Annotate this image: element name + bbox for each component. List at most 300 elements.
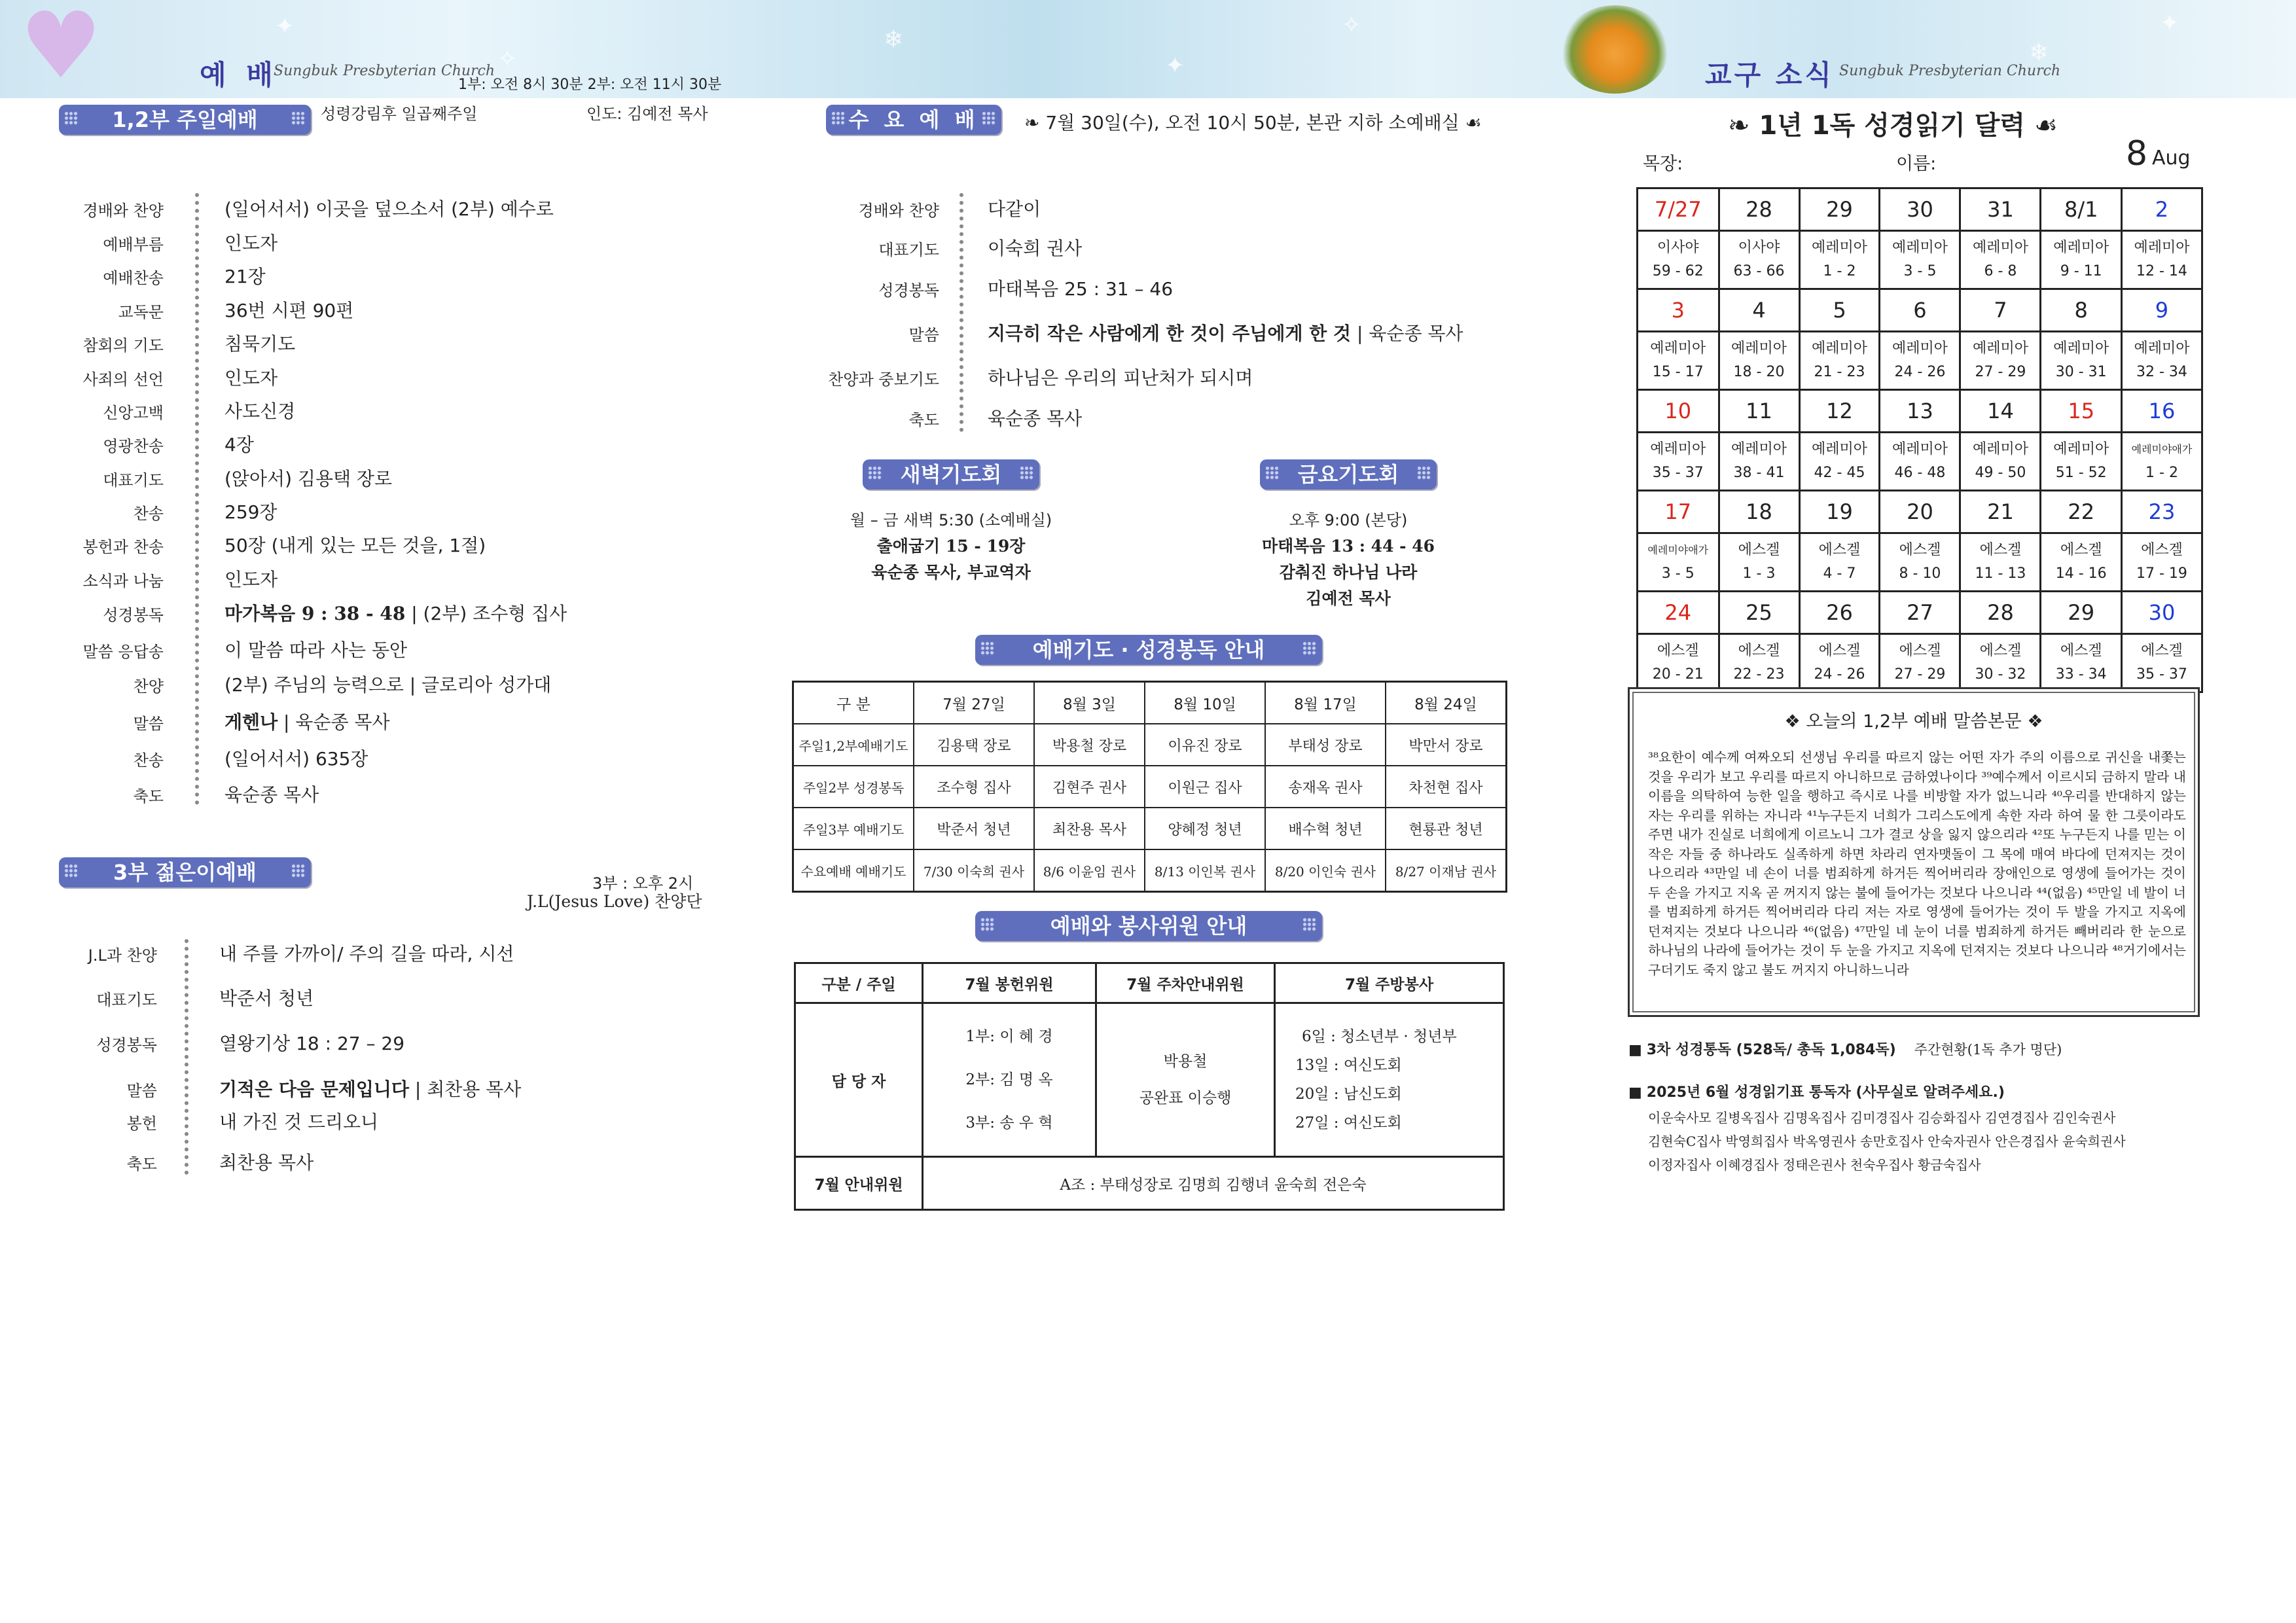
schedule-cell: 8/20 이인숙 권사: [1265, 849, 1386, 892]
schedule-header-row: [793, 682, 1507, 724]
sunday-label: 성경봉독: [103, 606, 164, 624]
schedule-row: [793, 766, 1507, 808]
reading-book: 예레미아: [2053, 340, 2109, 357]
reading-chapters: 1 - 2: [2145, 465, 2178, 481]
offering-3: 3부: 송 우 혁: [965, 1115, 1053, 1132]
reading-book: 이사야: [1657, 240, 1699, 256]
calendar-date: 28: [1960, 592, 2041, 634]
readers-line-1: 이운숙사모 길병옥집사 김명옥집사 김미경집사 김승화집사 김연경집사 김인숙권사: [1648, 1110, 2116, 1126]
ornament-left-icon: ❧: [1024, 112, 1046, 134]
schedule-cell: 김용택 장로: [914, 724, 1034, 766]
service-staff-banner: [975, 911, 1322, 941]
youth-worship-title: 3부 젊은이예배: [113, 860, 257, 885]
wednesday-info: [1024, 109, 1482, 135]
reading-chapters: 27 - 29: [1975, 364, 2026, 380]
reading-book: 예레미아: [1972, 340, 2028, 357]
sunday-label: 신앙고백: [103, 404, 164, 422]
wednesday-value: [988, 364, 1253, 390]
calendar-reading: [2121, 433, 2202, 491]
calendar-reading: [1799, 533, 1880, 592]
calendar-reading: [1960, 533, 2041, 592]
reading-book: 에스겔: [1738, 643, 1780, 659]
bullet-square-icon: ■: [1628, 1042, 1647, 1058]
service-staff-table: [794, 962, 1505, 1211]
sunday-label: 축도: [133, 787, 164, 806]
calendar-date: 25: [1719, 592, 1799, 634]
staff-header-1: 7월 봉헌위원: [923, 963, 1096, 1003]
calendar-reading: [2121, 634, 2202, 692]
sunday-label: 사죄의 선언: [82, 370, 164, 389]
wednesday-label: 축도: [908, 411, 939, 429]
wednesday-label: 경배와 찬양: [858, 202, 939, 220]
youth-value-text: 내 주를 가까이/ 주의 길을 따라, 시선: [219, 943, 514, 965]
calendar-date: 22: [2041, 491, 2122, 533]
sunday-value: [224, 565, 278, 592]
wednesday-value-text: | 육순종 목사: [1351, 323, 1463, 344]
sunday-value: [224, 636, 407, 662]
calendar-reading: [1638, 634, 1719, 692]
reading-book: 예레미아: [1972, 441, 2028, 457]
ornament-left-icon: ❧: [1728, 111, 1759, 141]
youth-label: 대표기도: [96, 991, 157, 1009]
reading-chapters: 63 - 66: [1733, 263, 1785, 279]
reading-chapters: 17 - 19: [2136, 565, 2187, 582]
calendar-date: 12: [1799, 390, 1880, 433]
sunday-value-bold: 게헨나: [224, 711, 278, 733]
friday-preacher: 김예전 목사: [1306, 589, 1391, 608]
calendar-date-row: [1638, 592, 2202, 634]
calendar-reading-row: [1638, 533, 2202, 592]
youth-service-time: 3부 : 오후 2시: [592, 874, 694, 893]
calendar-date: 16: [2121, 390, 2202, 433]
wednesday-label: 성경봉독: [878, 281, 939, 300]
sunday-value: [224, 465, 392, 491]
sunday-value-text: 인도자: [224, 367, 278, 389]
reading-chapters: 6 - 8: [1984, 263, 2017, 279]
reading-chapters: 9 - 11: [2060, 263, 2102, 279]
youth-value: [219, 940, 514, 966]
reading-chapters: 8 - 10: [1899, 565, 1941, 582]
wednesday-info-text: 7월 30일(수), 오전 10시 50분, 본관 지하 소예배실: [1045, 112, 1460, 134]
calendar-reading-row: [1638, 332, 2202, 390]
sunday-worship-banner: [59, 105, 311, 135]
sunday-value-text: 50장 (내게 있는 모든 것을, 1절): [224, 535, 486, 556]
sunday-value-text: 4장: [224, 434, 254, 455]
schedule-header-cell: 8월 3일: [1034, 682, 1145, 724]
calendar-date: 29: [1799, 188, 1880, 231]
schedule-cell: 7/30 이숙희 권사: [914, 849, 1034, 892]
calendar-reading: [1719, 433, 1799, 491]
sunday-label: 찬송: [133, 751, 164, 770]
header-band: ✦ ✧ ❄ ✦ ✧ ❄ ✦: [0, 0, 2296, 98]
calendar-date: 8/1: [2041, 188, 2122, 231]
reading-book: 에스겔: [2141, 542, 2183, 558]
calendar-reading: [2041, 231, 2122, 289]
reading-book: 예레미아: [2053, 441, 2109, 457]
youth-label: 말씀: [126, 1082, 157, 1100]
schedule-cell: 송재옥 권사: [1265, 766, 1386, 808]
calendar-date: 14: [1960, 390, 2041, 433]
schedule-cell: 김현주 권사: [1034, 766, 1145, 808]
calendar-date: 26: [1799, 592, 1880, 634]
calendar-date: 8: [2041, 289, 2122, 332]
calendar-date: 21: [1960, 491, 2041, 533]
youth-value-text: 열왕기상 18 : 27 – 29: [219, 1033, 405, 1054]
reading-book: 예레미아: [1650, 441, 1706, 457]
reading-chapters: 12 - 14: [2136, 263, 2187, 279]
calendar-reading: [1719, 231, 1799, 289]
calendar-title-line: [1728, 105, 2058, 142]
youth-value: [219, 1108, 378, 1134]
calendar-month-number: 8: [2126, 134, 2148, 173]
liturgical-sunday: 성령강림후 일곱째주일: [321, 105, 478, 123]
sunday-value: [224, 498, 278, 524]
sunday-value-bold: 마가복음 9 : 38 - 48: [224, 603, 406, 624]
schedule-header-cell: 구 분: [793, 682, 914, 724]
youth-value: [219, 1029, 404, 1056]
heart-decoration-icon: ♥: [20, 0, 102, 99]
sunday-value: [224, 599, 567, 626]
youth-value-text: 박준서 청년: [219, 988, 314, 1009]
reading-chapters: 35 - 37: [1652, 465, 1704, 481]
calendar-reading: [1880, 231, 1960, 289]
church-name-script-right: Sungbuk Presbyterian Church: [1839, 63, 2061, 79]
reading-book: 예레미야애가: [2131, 443, 2193, 455]
usher-value: A조 : 부태성장로 김명희 김행녀 윤숙희 전은숙: [923, 1157, 1504, 1210]
calendar-date: 20: [1880, 491, 1960, 533]
wednesday-label: 대표기도: [878, 241, 939, 259]
reading-chapters: 4 - 7: [1823, 565, 1856, 582]
sunday-label: 찬양: [133, 677, 164, 696]
calendar-reading: [1960, 433, 2041, 491]
service-staff-title: 예배와 봉사위원 안내: [1050, 914, 1247, 938]
reading-chapters: 3 - 5: [1903, 263, 1937, 279]
sunday-value-text: | (2부) 조수형 집사: [405, 603, 567, 624]
sunday-label: 대표기도: [103, 471, 164, 490]
calendar-date: 3: [1638, 289, 1719, 332]
youth-dotted-divider: [185, 939, 192, 1175]
sunday-label: 참회의 기도: [82, 336, 164, 355]
friday-scripture: 마태복음 13 : 44 - 46: [1261, 537, 1435, 556]
wednesday-value-bold: 지극히 작은 사람에게 한 것이 주님에게 한 것: [988, 323, 1352, 344]
reading-book: 예레미아: [1650, 340, 1706, 357]
calendar-date: 27: [1880, 592, 1960, 634]
calendar-date: 28: [1719, 188, 1799, 231]
wednesday-value-text: 육순종 목사: [988, 408, 1083, 429]
wednesday-value: [988, 234, 1082, 260]
wednesday-value: [988, 319, 1463, 346]
reading-book: 에스겔: [1899, 643, 1941, 659]
name-label: 이름:: [1896, 154, 1937, 174]
calendar-reading: [2041, 533, 2122, 592]
schedule-header-cell: 7월 27일: [914, 682, 1034, 724]
sunday-label: 경배와 찬양: [82, 202, 164, 220]
parking-2: 공완표 이승행: [1139, 1090, 1232, 1107]
calendar-date: 10: [1638, 390, 1719, 433]
schedule-cell: 박만서 장로: [1386, 724, 1507, 766]
reading-chapters: 38 - 41: [1733, 465, 1785, 481]
sunday-value-text: 36번 시편 90편: [224, 300, 354, 321]
reading-calendar: [1636, 187, 2203, 693]
duty-label: 담 당 자: [795, 1003, 923, 1157]
calendar-date: 17: [1638, 491, 1719, 533]
bullet-square-icon: ■: [1628, 1084, 1647, 1101]
calendar-date-row: [1638, 390, 2202, 433]
youth-label: J.L과 찬양: [88, 946, 157, 965]
reading-chapters: 3 - 5: [1661, 565, 1695, 582]
offering-1: 1부: 이 혜 경: [965, 1028, 1053, 1045]
staff-header-2: 7월 주차안내위원: [1096, 963, 1275, 1003]
staff-header-0: 구분 / 주일: [795, 963, 923, 1003]
calendar-reading: [1799, 332, 1880, 390]
offering-2: 2부: 김 명 옥: [965, 1071, 1053, 1088]
sunday-value-text: 인도자: [224, 569, 278, 590]
reading-book: 에스겔: [2141, 643, 2183, 659]
calendar-date-row: [1638, 289, 2202, 332]
youth-label: 봉헌: [126, 1115, 157, 1133]
calendar-date: 6: [1880, 289, 1960, 332]
calendar-date: 5: [1799, 289, 1880, 332]
schedule-cell: 차천현 집사: [1386, 766, 1507, 808]
parking-committee: [1096, 1003, 1275, 1157]
calendar-reading: [1719, 533, 1799, 592]
reading-book: 예레미아: [1811, 240, 1867, 256]
sunday-label: 예배부름: [103, 236, 164, 254]
wednesday-value: [988, 195, 1041, 221]
reading-chapters: 24 - 26: [1814, 666, 1865, 683]
sunday-label: 예배찬송: [103, 269, 164, 287]
notice-1-rest: 주간현황(1독 추가 명단): [1914, 1042, 2062, 1058]
calendar-title: 1년 1독 성경읽기 달력: [1759, 111, 2026, 141]
calendar-date: 24: [1638, 592, 1719, 634]
reading-book: 예레미아: [1731, 441, 1787, 457]
reading-book: 에스겔: [2060, 542, 2102, 558]
calendar-month-english: Aug: [2152, 147, 2191, 169]
ornament-right-icon: ☙: [1459, 112, 1482, 134]
schedule-cell: 수요예배 예배기도: [793, 849, 914, 892]
reading-book: 예레미아: [1731, 340, 1787, 357]
readers-list: [1648, 1106, 2126, 1177]
kitchen-3: 20일 : 남신도회: [1295, 1086, 1402, 1103]
calendar-date-row: [1638, 491, 2202, 533]
kitchen-service: [1275, 1003, 1504, 1157]
schedule-cell: 주일1,2부예배기도: [793, 724, 914, 766]
calendar-reading: [1638, 533, 1719, 592]
schedule-cell: 주일2부 성경봉독: [793, 766, 914, 808]
calendar-reading-row: [1638, 634, 2202, 692]
sunday-value: [224, 708, 390, 734]
reading-book: 에스겔: [1979, 542, 2022, 558]
reading-chapters: 18 - 20: [1733, 364, 1785, 380]
wednesday-worship-banner: [826, 105, 1001, 135]
schedule-header-cell: 8월 10일: [1145, 682, 1265, 724]
reading-chapters: 49 - 50: [1975, 465, 2026, 481]
wednesday-value-text: 다같이: [988, 198, 1041, 220]
notice-1: [1628, 1039, 2062, 1059]
reading-chapters: 22 - 23: [1733, 666, 1785, 683]
schedule-row: [793, 808, 1507, 849]
sunday-label: 영광찬송: [103, 437, 164, 455]
staff-header-3: 7월 주방봉사: [1275, 963, 1504, 1003]
calendar-reading: [2121, 533, 2202, 592]
calendar-reading: [1880, 533, 1960, 592]
schedule-cell: 부태성 장로: [1265, 724, 1386, 766]
youth-value-text: 최찬용 목사: [219, 1152, 314, 1173]
youth-value: [219, 1075, 521, 1101]
youth-value: [219, 984, 314, 1010]
reading-chapters: 24 - 26: [1894, 364, 1946, 380]
reading-book: 에스겔: [2060, 643, 2102, 659]
schedule-cell: 8/6 이윤임 권사: [1034, 849, 1145, 892]
reading-chapters: 15 - 17: [1652, 364, 1704, 380]
calendar-date: 15: [2041, 390, 2122, 433]
sunday-value-text: (일어서서) 635장: [224, 748, 368, 770]
sunday-label: 소식과 나눔: [82, 572, 164, 590]
calendar-reading: [1638, 433, 1719, 491]
kitchen-2: 13일 : 여신도회: [1295, 1057, 1402, 1074]
wednesday-dotted-divider: [960, 193, 967, 432]
calendar-reading-row: [1638, 433, 2202, 491]
calendar-reading: [1638, 332, 1719, 390]
reading-book: 예레미아: [1811, 441, 1867, 457]
kitchen-1: 6일 : 청소년부 · 청년부: [1302, 1028, 1457, 1045]
reading-chapters: 35 - 37: [2136, 666, 2187, 683]
calendar-reading-row: [1638, 231, 2202, 289]
calendar-reading: [1960, 231, 2041, 289]
calendar-reading: [1960, 332, 2041, 390]
calendar-reading: [1880, 332, 1960, 390]
reading-chapters: 1 - 2: [1823, 263, 1856, 279]
dawn-prayer-title: 새벽기도회: [900, 462, 1002, 487]
calendar-date: 4: [1719, 289, 1799, 332]
calendar-date: 30: [2121, 592, 2202, 634]
reading-book: 예레미아: [1892, 240, 1948, 256]
youth-value-bold: 기적은 다음 문제입니다: [219, 1079, 409, 1100]
calendar-reading: [1799, 231, 1880, 289]
sunday-value-text: 21장: [224, 266, 266, 287]
youth-choir: J.L(Jesus Love) 찬양단: [527, 892, 702, 911]
sunday-value: [224, 330, 295, 356]
sunday-value: [224, 364, 278, 390]
sunday-dotted-divider: [195, 193, 203, 805]
sunday-value: [224, 531, 486, 558]
schedule-cell: 8/27 이재남 권사: [1386, 849, 1507, 892]
sunday-label: 교독문: [118, 303, 164, 321]
sunday-value: [224, 195, 554, 221]
reading-chapters: 32 - 34: [2136, 364, 2187, 380]
dawn-prayer-banner: [863, 459, 1039, 490]
calendar-date: 7: [1960, 289, 2041, 332]
reading-chapters: 14 - 16: [2055, 565, 2107, 582]
calendar-date: 13: [1880, 390, 1960, 433]
reading-chapters: 30 - 31: [2055, 364, 2107, 380]
ornament-right-icon: ☙: [2025, 111, 2058, 141]
sunday-value: [224, 431, 254, 457]
reading-book: 예레미아: [1972, 240, 2028, 256]
calendar-reading: [2041, 433, 2122, 491]
reading-chapters: 1 - 3: [1742, 565, 1776, 582]
sunday-value-text: 259장: [224, 501, 278, 523]
calendar-reading: [1880, 634, 1960, 692]
calendar-date: 23: [2121, 491, 2202, 533]
notice-1-bold: 3차 성경통독 (528독/ 총독 1,084독): [1646, 1042, 1896, 1058]
sunday-value: [224, 671, 551, 697]
sunday-value: [224, 397, 295, 423]
calendar-reading: [1638, 231, 1719, 289]
calendar-reading: [1880, 433, 1960, 491]
calendar-date: 9: [2121, 289, 2202, 332]
calendar-reading: [1799, 433, 1880, 491]
calendar-date: 30: [1880, 188, 1960, 231]
friday-prayer-title: 금요기도회: [1297, 462, 1399, 487]
sunday-value-text: 인도자: [224, 232, 278, 254]
schedule-cell: 박준서 청년: [914, 808, 1034, 849]
schedule-cell: 조수형 집사: [914, 766, 1034, 808]
reading-book: 에스겔: [1818, 643, 1861, 659]
reading-chapters: 51 - 52: [2055, 465, 2107, 481]
usher-label: 7월 안내위원: [795, 1157, 923, 1210]
youth-worship-banner: [59, 857, 311, 887]
prayer-schedule-table: [792, 681, 1507, 893]
sunday-value-text: 육순종 목사: [224, 784, 319, 806]
parish-news-title: 교구 소식: [1705, 59, 1834, 91]
worship-header-title: 예 배: [200, 59, 278, 91]
notice-2-bold: 2025년 6월 성경읽기표 통독자 (사무실로 알려주세요.): [1646, 1084, 2005, 1101]
sunday-value: [224, 296, 353, 323]
calendar-reading: [2041, 634, 2122, 692]
calendar-date: 11: [1719, 390, 1799, 433]
schedule-header-cell: 8월 17일: [1265, 682, 1386, 724]
youth-value-text: 내 가진 것 드리오니: [219, 1111, 379, 1133]
prayer-schedule-title: 예배기도 · 성경봉독 안내: [1032, 637, 1265, 662]
calendar-date: 29: [2041, 592, 2122, 634]
wednesday-value-text: 마태복음 25 : 31 – 46: [988, 278, 1174, 300]
pastor-label: 목장:: [1643, 154, 1683, 174]
youth-value: [219, 1149, 314, 1175]
friday-sermon-title: 감춰진 하나님 나라: [1279, 563, 1418, 582]
calendar-date: 2: [2121, 188, 2202, 231]
schedule-row: [793, 849, 1507, 892]
schedule-row: [793, 724, 1507, 766]
reading-book: 예레미야애가: [1647, 544, 1709, 556]
reading-chapters: 30 - 32: [1975, 666, 2026, 683]
reading-chapters: 42 - 45: [1814, 465, 1865, 481]
church-name-script: Sungbuk Presbyterian Church: [274, 63, 495, 79]
calendar-reading: [2121, 231, 2202, 289]
sunday-value: [224, 781, 319, 807]
reading-book: 예레미아: [1892, 441, 1948, 457]
reading-chapters: 59 - 62: [1652, 263, 1704, 279]
parking-1: 박용철: [1163, 1053, 1208, 1070]
reading-chapters: 20 - 21: [1652, 666, 1704, 683]
reading-book: 에스겔: [1818, 542, 1861, 558]
calendar-reading: [2121, 332, 2202, 390]
schedule-cell: 양혜정 청년: [1145, 808, 1265, 849]
reading-book: 예레미아: [1811, 340, 1867, 357]
calendar-date: 7/27: [1638, 188, 1719, 231]
sunday-value: [224, 262, 266, 289]
reading-chapters: 46 - 48: [1894, 465, 1946, 481]
dawn-time: 월 – 금 새벽 5:30 (소예배실): [850, 511, 1052, 529]
reading-book: 예레미아: [2053, 240, 2109, 256]
sunday-label: 말씀: [133, 715, 164, 733]
friday-prayer-info: [1194, 507, 1502, 612]
calendar-reading: [1719, 332, 1799, 390]
reading-chapters: 33 - 34: [2055, 666, 2107, 683]
kitchen-4: 27일 : 여신도회: [1295, 1115, 1402, 1132]
schedule-cell: 최찬용 목사: [1034, 808, 1145, 849]
friday-time: 오후 9:00 (본당): [1289, 511, 1408, 529]
